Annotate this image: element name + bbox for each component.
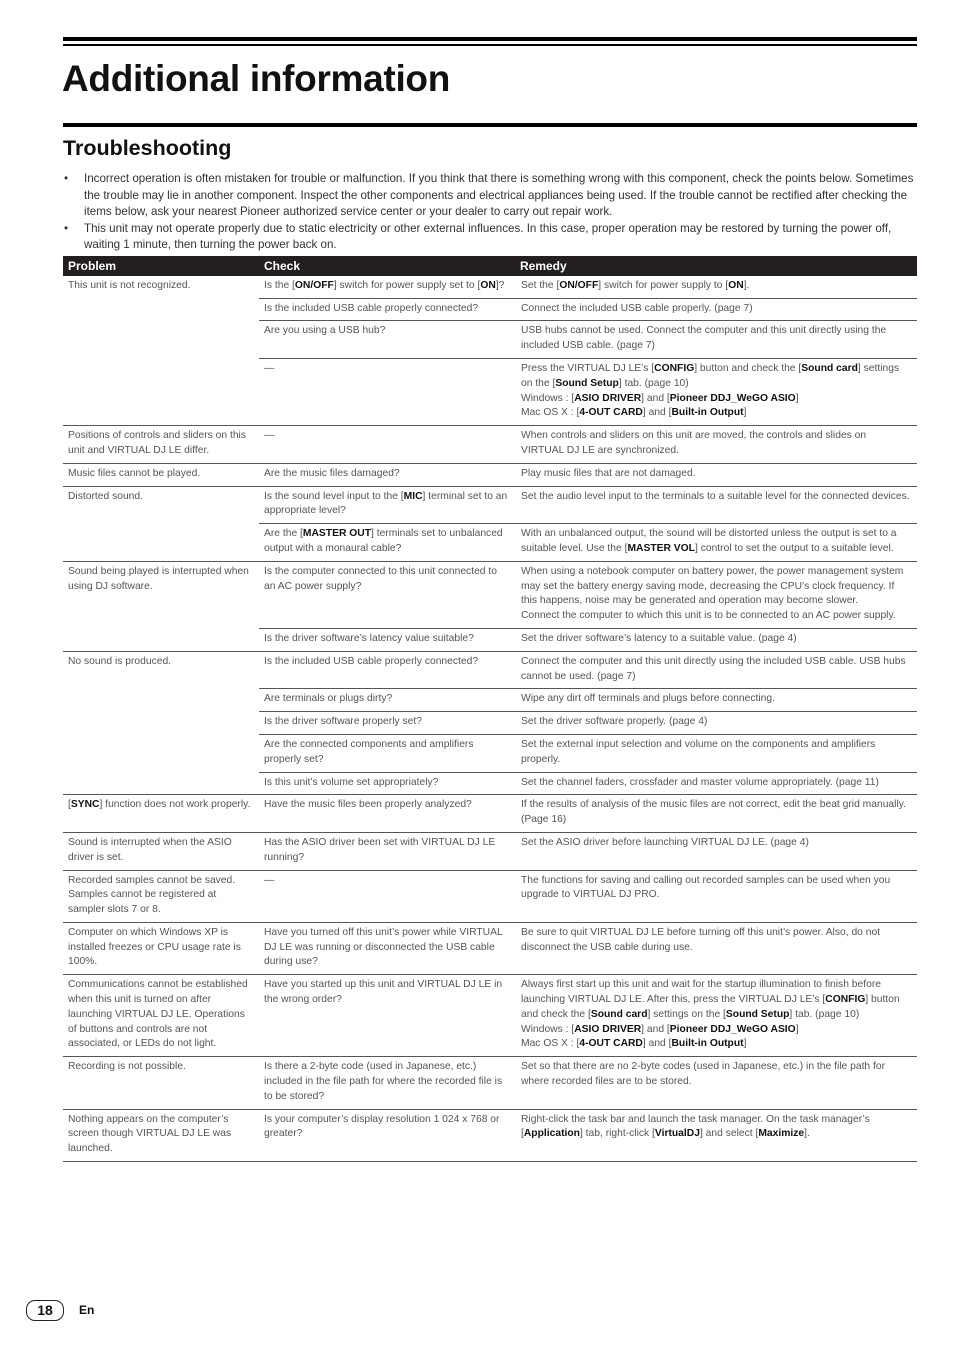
check-cell: Is the included USB cable properly connected? <box>259 298 515 321</box>
check-cell: Are the [MASTER OUT] terminals set to unbalanced output with a monaural cable? <box>259 524 515 562</box>
troubleshooting-table <box>63 256 917 1162</box>
top-rule-thick <box>63 37 917 41</box>
table-row <box>63 1109 917 1161</box>
bold-term: Sound card <box>801 362 858 374</box>
bullet-item <box>63 221 917 254</box>
problem-cell: Music files cannot be played. <box>63 463 259 486</box>
check-cell: Is there a 2-byte code (used in Japanese, etc.) included in the file path for where the recorded file is to be stored? <box>259 1057 515 1109</box>
problem-cell: Sound is interrupted when the ASIO driver is set. <box>63 832 259 870</box>
bold-term: Sound card <box>590 1008 648 1020</box>
remedy-cell: Set the ASIO driver before launching VIRTUAL DJ LE. (page 4) <box>515 832 917 870</box>
bold-term: Application <box>523 1128 580 1140</box>
bold-term: 4-OUT CARD <box>579 1038 643 1050</box>
bullet-text: Incorrect operation is often mistaken for trouble or malfunction. If you think that there is something wrong with this component, check the points below. Sometimes the trouble may lie in another component. Inspect the other components and electrical appliances being used. If the trouble cannot be rectified after checking the items below, ask your nearest Pioneer authorized service center or your dealer to carry out repair work. <box>84 172 914 219</box>
check-cell: — <box>259 426 515 464</box>
bold-term: ON <box>480 279 496 291</box>
check-cell: Is the driver software’s latency value suitable? <box>259 628 515 651</box>
remedy-cell: When using a notebook computer on battery power, the power management system may set the battery energy saving mode, decreasing the CPU’s clock frequency. If this happens, noise may be generated and operation may become slower. Connect the computer to which this unit is to be connected to an AC power supply. <box>515 561 917 628</box>
check-cell: Is the sound level input to the [MIC] terminal set to an appropriate level? <box>259 486 515 524</box>
bold-term: CONFIG <box>825 994 866 1006</box>
remedy-cell: With an unbalanced output, the sound will be distorted unless the output is set to a suitable level. Use the [MASTER VOL] control to set the output to a suitable level. <box>515 524 917 562</box>
bullet-text: This unit may not operate properly due to static electricity or other external influences. In this case, proper operation may be restored by turning the power off, waiting 1 minute, then turning the power back on. <box>84 221 892 252</box>
remedy-cell: Be sure to quit VIRTUAL DJ LE before turning off this unit’s power. Also, do not disconnect the USB cable during use. <box>515 922 917 974</box>
table-header-row <box>63 256 917 276</box>
remedy-cell: Play music files that are not damaged. <box>515 463 917 486</box>
page-title: Additional information <box>62 58 451 99</box>
remedy-cell: Set the channel faders, crossfader and master volume appropriately. (page 11) <box>515 772 917 795</box>
bold-term: Pioneer DDJ_WeGO ASIO <box>669 392 796 404</box>
section-title: Troubleshooting <box>63 136 232 160</box>
remedy-cell: Press the VIRTUAL DJ LE’s [CONFIG] button and check the [Sound card] settings on the [Sound Setup] tab. (page 10) Windows : [ASIO DRIVER] and [Pioneer DDJ_WeGO ASIO] Mac OS X : [4-OUT CARD] and [Built-in Output] <box>515 358 917 425</box>
remedy-cell: When controls and sliders on this unit are moved, the controls and slides on VIRTUAL DJ LE are synchronized. <box>515 426 917 464</box>
bold-term: ASIO DRIVER <box>574 1023 642 1035</box>
bold-term: SYNC <box>70 799 100 811</box>
remedy-cell: Set the driver software’s latency to a suitable value. (page 4) <box>515 628 917 651</box>
problem-cell: Recording is not possible. <box>63 1057 259 1109</box>
bold-term: Sound Setup <box>555 377 619 389</box>
check-cell: Are the connected components and amplifiers properly set? <box>259 734 515 772</box>
remedy-cell: Connect the computer and this unit directly using the included USB cable. USB hubs cannot be used. (page 7) <box>515 651 917 689</box>
table-row <box>63 922 917 974</box>
remedy-cell: Set the audio level input to the terminals to a suitable level for the connected devices. <box>515 486 917 524</box>
problem-cell: [SYNC] function does not work properly. <box>63 795 259 833</box>
problem-cell: Positions of controls and sliders on this unit and VIRTUAL DJ LE differ. <box>63 426 259 464</box>
table-row <box>63 486 917 524</box>
check-cell: Is the included USB cable properly connected? <box>259 651 515 689</box>
check-cell: Have you started up this unit and VIRTUAL DJ LE in the wrong order? <box>259 975 515 1057</box>
table-row <box>63 651 917 689</box>
problem-cell: Recorded samples cannot be saved. Samples cannot be registered at sampler slots 7 or 8. <box>63 870 259 922</box>
table-row <box>63 870 917 922</box>
check-cell: Is the [ON/OFF] switch for power supply set to [ON]? <box>259 276 515 298</box>
top-rule-thin <box>63 44 917 46</box>
bold-term: Built-in Output <box>671 407 744 419</box>
problem-cell: Nothing appears on the computer’s screen though VIRTUAL DJ LE was launched. <box>63 1109 259 1161</box>
bold-term: CONFIG <box>654 362 695 374</box>
problem-cell: Communications cannot be established when this unit is turned on after launching VIRTUAL DJ LE. Operations of buttons and controls are not associated, or LEDs do not light. <box>63 975 259 1057</box>
remedy-cell: USB hubs cannot be used. Connect the computer and this unit directly using the included USB cable. (page 7) <box>515 321 917 359</box>
header-check: Check <box>259 256 515 276</box>
remedy-cell: If the results of analysis of the music files are not correct, edit the beat grid manually. (Page 16) <box>515 795 917 833</box>
check-cell: — <box>259 870 515 922</box>
bullet-item <box>63 171 917 221</box>
check-cell: Have you turned off this unit’s power while VIRTUAL DJ LE was running or disconnected the USB cable during use? <box>259 922 515 974</box>
remedy-cell: Wipe any dirt off terminals and plugs before connecting. <box>515 689 917 712</box>
table-body <box>63 276 917 1162</box>
remedy-cell: Set the [ON/OFF] switch for power supply to [ON]. <box>515 276 917 298</box>
problem-cell: Computer on which Windows XP is installed freezes or CPU usage rate is 100%. <box>63 922 259 974</box>
remedy-cell: The functions for saving and calling out recorded samples can be used when you upgrade to VIRTUAL DJ PRO. <box>515 870 917 922</box>
bold-term: ON/OFF <box>559 279 599 291</box>
header-remedy: Remedy <box>515 256 917 276</box>
remedy-cell: Right-click the task bar and launch the task manager. On the task manager’s [Application] tab, right-click [VirtualDJ] and select [Maximize]. <box>515 1109 917 1161</box>
bold-term: Built-in Output <box>671 1038 744 1050</box>
bold-term: MASTER VOL <box>627 542 695 554</box>
table-row <box>63 832 917 870</box>
table-row <box>63 426 917 464</box>
check-cell: Is your computer’s display resolution 1 024 x 768 or greater? <box>259 1109 515 1161</box>
bullet-symbol: • <box>64 172 69 185</box>
bold-term: ON <box>728 279 744 291</box>
remedy-cell: Set the external input selection and volume on the components and amplifiers properly. <box>515 734 917 772</box>
remedy-cell: Set so that there are no 2-byte codes (used in Japanese, etc.) in the file path for where recorded files are to be stored. <box>515 1057 917 1109</box>
check-cell: Has the ASIO driver been set with VIRTUAL DJ LE running? <box>259 832 515 870</box>
bold-term: MASTER OUT <box>302 528 371 540</box>
bold-term: MIC <box>403 490 423 502</box>
problem-cell: Distorted sound. <box>63 486 259 561</box>
header-problem: Problem <box>63 256 259 276</box>
section-rule <box>63 123 917 127</box>
table-row <box>63 1057 917 1109</box>
page-number: 18 <box>26 1300 64 1321</box>
bold-term: Sound Setup <box>725 1008 790 1020</box>
problem-cell: Sound being played is interrupted when using DJ software. <box>63 561 259 651</box>
remedy-cell: Set the driver software properly. (page 4) <box>515 712 917 735</box>
check-cell: — <box>259 358 515 425</box>
table-row <box>63 795 917 833</box>
bold-term: VirtualDJ <box>654 1128 700 1140</box>
table-row <box>63 561 917 628</box>
check-cell: Is the computer connected to this unit connected to an AC power supply? <box>259 561 515 628</box>
check-cell: Is the driver software properly set? <box>259 712 515 735</box>
check-cell: Is this unit’s volume set appropriately? <box>259 772 515 795</box>
bold-term: ASIO DRIVER <box>574 392 642 404</box>
check-cell: Are terminals or plugs dirty? <box>259 689 515 712</box>
intro-bullets <box>63 171 917 254</box>
language-label: En <box>79 1303 95 1317</box>
check-cell: Are you using a USB hub? <box>259 321 515 359</box>
bold-term: ON/OFF <box>294 279 334 291</box>
bold-term: 4-OUT CARD <box>579 407 643 419</box>
table-row <box>63 975 917 1057</box>
remedy-cell: Connect the included USB cable properly. (page 7) <box>515 298 917 321</box>
table-row <box>63 276 917 298</box>
bold-term: Maximize <box>758 1128 805 1140</box>
table-row <box>63 463 917 486</box>
check-cell: Have the music files been properly analyzed? <box>259 795 515 833</box>
check-cell: Are the music files damaged? <box>259 463 515 486</box>
bullet-symbol: • <box>64 221 69 235</box>
problem-cell: No sound is produced. <box>63 651 259 795</box>
bold-term: Pioneer DDJ_WeGO ASIO <box>669 1023 796 1035</box>
problem-cell: This unit is not recognized. <box>63 276 259 426</box>
remedy-cell: Always first start up this unit and wait for the startup illumination to finish before launching VIRTUAL DJ LE. After this, press the VIRTUAL DJ LE’s [CONFIG] button and check the [Sound card] settings on the [Sound Setup] tab. (page 10) Windows : [ASIO DRIVER] and [Pioneer DDJ_WeGO ASIO] Mac OS X : [4-OUT CARD] and [Built-in Output] <box>515 975 917 1057</box>
